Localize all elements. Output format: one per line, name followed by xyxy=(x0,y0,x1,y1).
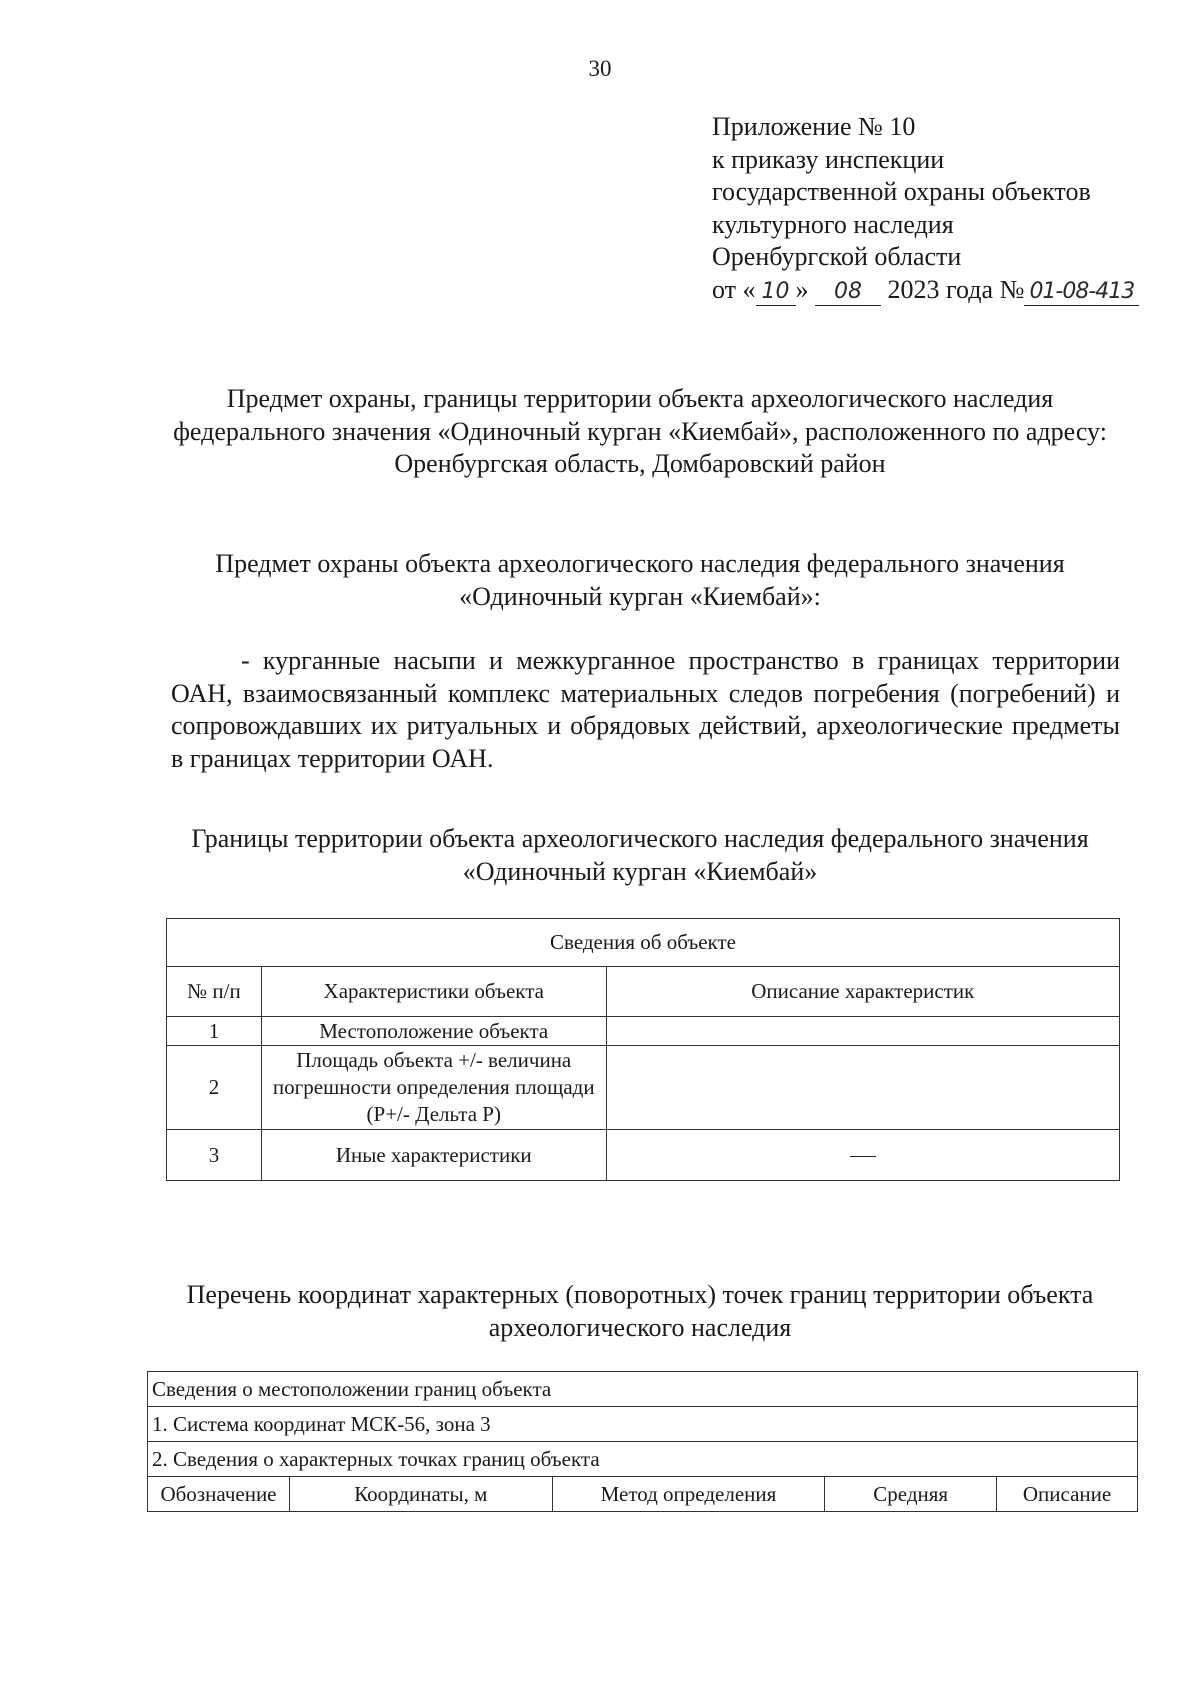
protection-text: - курганные насыпи и межкурганное пространство в границах территории ОАН, взаимосвязанный комплекс материальных следов погребения (погребений) и сопровождавших их ритуальных и обрядовых действий, археологические предметы в границах территории ОАН. xyxy=(171,646,1120,773)
appendix-line-2: к приказу инспекции xyxy=(712,144,945,174)
date-prefix: от « xyxy=(712,274,756,304)
row-number: 3 xyxy=(167,1130,262,1181)
header-characteristics: Характеристики объекта xyxy=(261,967,606,1017)
page-number: 30 xyxy=(588,56,612,81)
table-row xyxy=(167,1130,1120,1181)
coord-header-coordinates: Координаты, м xyxy=(289,1477,552,1512)
main-heading: Предмет охраны, границы территории объекта археологического наследия федерального значения «Одиночный курган «Киембай», расположенного по адресу: Оренбургская область, Домбаровский район xyxy=(173,384,1107,478)
row-desc xyxy=(606,1130,1119,1181)
object-info-table xyxy=(166,918,1120,1181)
coord-header-designation: Обозначение xyxy=(148,1477,290,1512)
coordinates-table xyxy=(147,1371,1138,1512)
header-number: № п/п xyxy=(167,967,262,1017)
header-description: Описание характеристик xyxy=(606,967,1119,1017)
row-desc xyxy=(606,1046,1119,1130)
table-row xyxy=(167,1017,1120,1046)
protection-paragraph xyxy=(171,645,1120,775)
protection-heading: Предмет охраны объекта археологического наследия федерального значения «Одиночный курган «Киембай»: xyxy=(215,549,1065,611)
coord-table-row-1: Сведения о местоположении границ объекта xyxy=(148,1372,1138,1407)
row-number: 2 xyxy=(167,1046,262,1130)
row-name: Иные характеристики xyxy=(261,1130,606,1181)
row-number: 1 xyxy=(167,1017,262,1046)
boundaries-heading: Границы территории объекта археологического наследия федерального значения «Одиночный курган «Киембай» xyxy=(191,824,1089,886)
row-name: Местоположение объекта xyxy=(261,1017,606,1046)
coord-table-row-3: 2. Сведения о характерных точках границ объекта xyxy=(148,1442,1138,1477)
appendix-line-3: государственной охраны объектов xyxy=(712,177,1091,206)
coordinates-heading: Перечень координат характерных (поворотных) точек границ территории объекта археологического наследия xyxy=(186,1280,1094,1342)
coord-header-average: Средняя xyxy=(825,1477,997,1512)
coord-header-description: Описание xyxy=(997,1477,1138,1512)
handwritten-doc-number: 01-08-413 xyxy=(1024,279,1139,306)
handwritten-day: 10 xyxy=(756,279,796,306)
coord-table-row-2: 1. Система координат МСК-56, зона 3 xyxy=(148,1407,1138,1442)
table-row xyxy=(167,1046,1120,1130)
date-year-text: 2023 года № xyxy=(887,274,1025,304)
object-table-title: Сведения об объекте xyxy=(167,919,1120,967)
appendix-block xyxy=(712,111,1139,306)
dash-mark xyxy=(850,1156,876,1157)
appendix-line-5: Оренбургской области xyxy=(712,242,962,271)
coord-header-method: Метод определения xyxy=(552,1477,825,1512)
row-name: Площадь объекта +/- величина погрешности определения площади (Р+/- Дельта Р) xyxy=(261,1046,606,1130)
date-day-close: » xyxy=(795,274,809,304)
appendix-line-1: Приложение № 10 xyxy=(712,112,916,141)
handwritten-month: 08 xyxy=(815,279,881,306)
appendix-line-4: культурного наследия xyxy=(712,209,954,239)
appendix-date-line xyxy=(712,274,1139,307)
row-desc xyxy=(606,1017,1119,1046)
